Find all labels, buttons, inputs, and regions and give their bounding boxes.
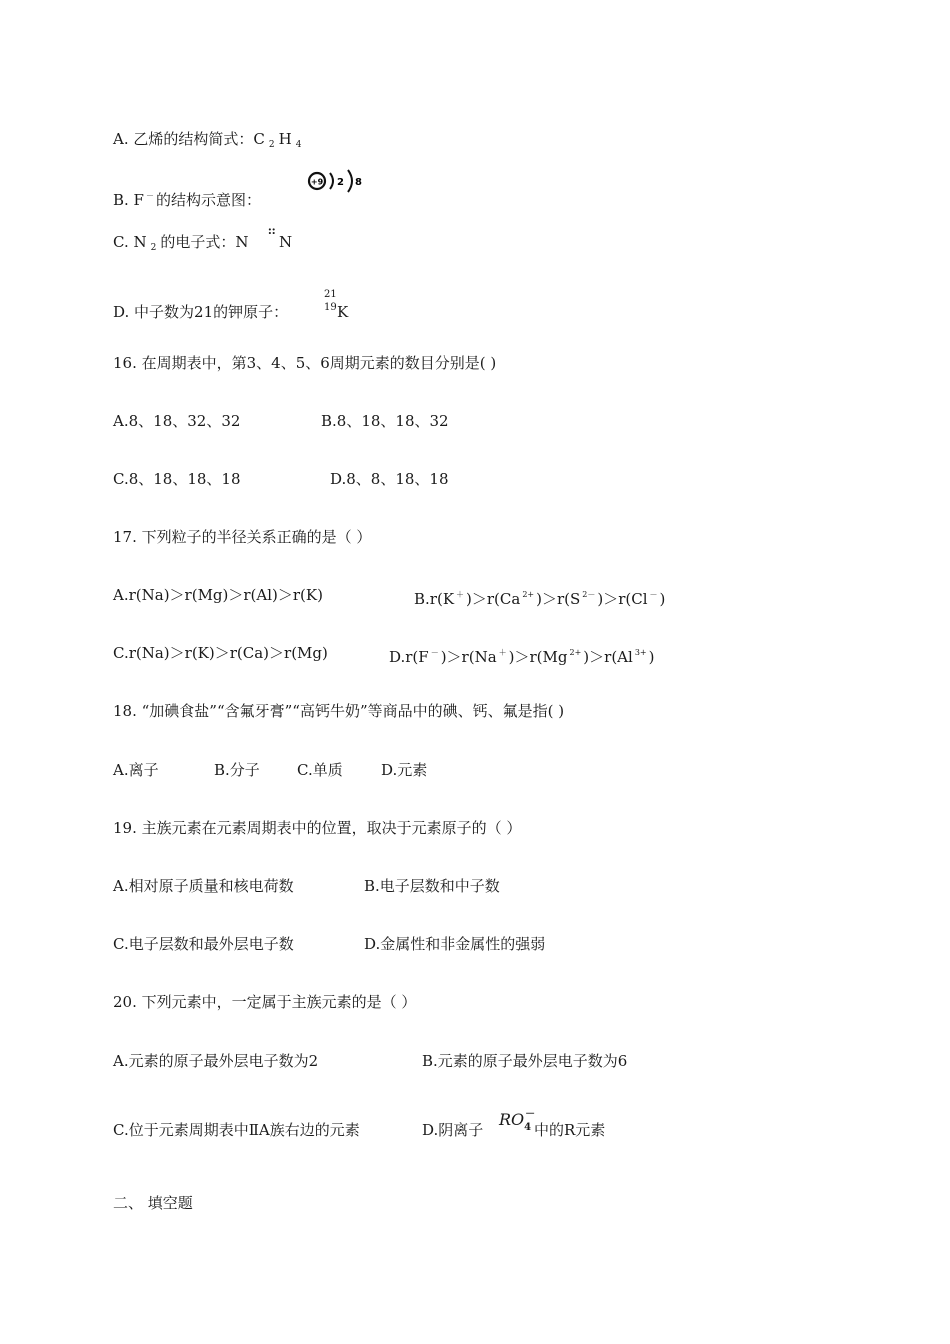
diagram-shell2-label: 8	[355, 177, 362, 188]
q19-option-c: C.电子层数和最外层电子数	[113, 935, 294, 953]
q17-option-b: B.r(K ＋ )＞r(Ca $^{2+}$ )＞r(S $^{2-}$ )＞r(Cl － )	[414, 590, 666, 608]
diagram-nucleus-label: +9	[310, 177, 324, 187]
q18-option-d: D.元素	[381, 761, 428, 779]
q16-option-c: C.8、18、18、18	[113, 470, 241, 488]
q15-option-b: B. F － 的结构示意图：	[113, 191, 261, 209]
q19-option-a: A.相对原子质量和核电荷数	[113, 877, 294, 895]
q18-option-b: B.分子	[214, 761, 260, 779]
q16-option-d: D.8、8、18、18	[330, 470, 449, 488]
isotope-symbol: K	[337, 303, 349, 321]
isotope-mass-number: 21	[324, 289, 337, 300]
q16-option-a: A.8、18、32、32	[113, 412, 241, 430]
isotope-atomic-number: 19	[324, 302, 337, 313]
q20-option-a: A.元素的原子最外层电子数为2	[113, 1052, 319, 1070]
diagram-shell1-label: 2	[337, 177, 344, 188]
anion-formula: $RO_4^-$	[499, 1109, 536, 1133]
q17-option-a: A.r(Na)＞r(Mg)＞r(Al)＞r(K)	[113, 586, 323, 604]
q19-stem: 19. 主族元素在元素周期表中的位置，取决于元素原子的（ ）	[113, 819, 522, 837]
q20-option-b: B.元素的原子最外层电子数为6	[422, 1052, 628, 1070]
section-heading-fill-in: 二、 填空题	[113, 1194, 193, 1212]
q15-option-a: A. 乙烯的结构简式：C $_2$ H $_4$	[113, 130, 302, 150]
q18-option-a: A.离子	[113, 761, 159, 779]
fluoride-ion-structure-diagram	[306, 164, 366, 198]
q20-option-d-suffix: 中的R元素	[534, 1121, 606, 1139]
q15-option-d: D. 中子数为21的钾原子：	[113, 303, 289, 321]
q15-option-c: C. N $_2$ 的电子式：N	[113, 233, 249, 253]
q17-stem: 17. 下列粒子的半径关系正确的是（ ）	[113, 528, 372, 546]
q20-stem: 20. 下列元素中，一定属于主族元素的是（ ）	[113, 993, 417, 1011]
q20-option-d: D.阴离子	[422, 1121, 484, 1139]
q16-option-b: B.8、18、18、32	[321, 412, 449, 430]
q17-option-d: D.r(F － )＞r(Na ＋ )＞r(Mg $^{2+}$ )＞r(Al $^{3+}$ )	[389, 648, 655, 666]
q19-option-b: B.电子层数和中子数	[364, 877, 500, 895]
n2-second-atom: N	[279, 233, 293, 251]
q19-option-d: D.金属性和非金属性的强弱	[364, 935, 546, 953]
q18-option-c: C.单质	[297, 761, 343, 779]
q17-option-c: C.r(Na)＞r(K)＞r(Ca)＞r(Mg)	[113, 644, 328, 662]
q20-option-c: C.位于元素周期表中ⅡA族右边的元素	[113, 1121, 360, 1139]
q18-stem: 18. “加碘食盐”“含氟牙膏”“高钙牛奶”等商品中的碘、钙、氟是指( )	[113, 702, 565, 720]
q16-stem: 16. 在周期表中，第3、4、5、6周期元素的数目分别是( )	[113, 354, 497, 372]
electron-dots: ⠶	[267, 224, 277, 239]
